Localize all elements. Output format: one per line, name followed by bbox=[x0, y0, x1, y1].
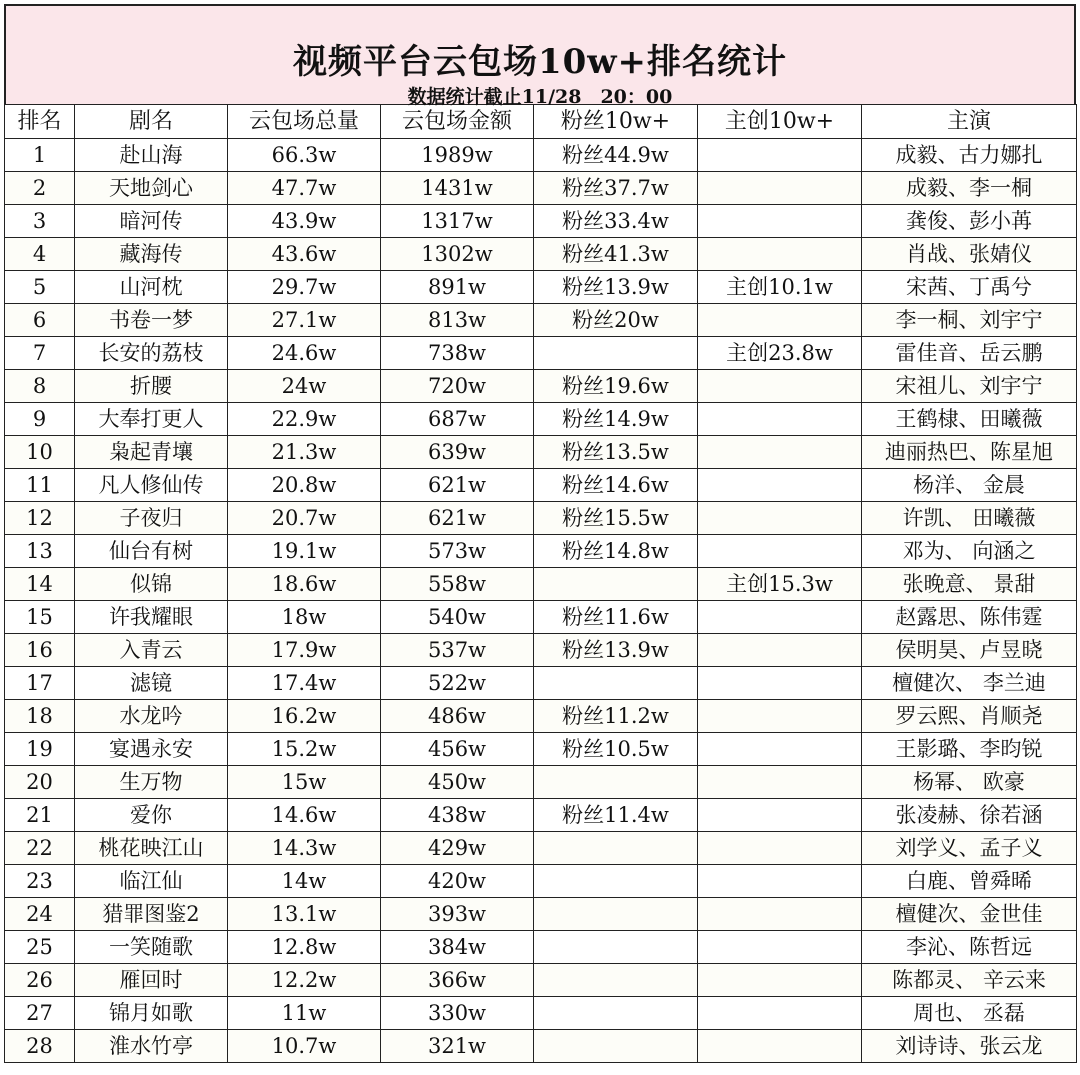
cast-cell: 刘学义、孟子义 bbox=[862, 832, 1077, 865]
cast-cell: 龚俊、彭小苒 bbox=[862, 205, 1077, 238]
title-cell: 藏海传 bbox=[75, 238, 228, 271]
cast-cell: 张晚意、 景甜 bbox=[862, 568, 1077, 601]
fans-cell bbox=[534, 898, 698, 931]
creator-cell bbox=[698, 172, 862, 205]
cast-cell: 檀健次、金世佳 bbox=[862, 898, 1077, 931]
fans-cell: 粉丝10.5w bbox=[534, 733, 698, 766]
table-row bbox=[5, 205, 1077, 238]
fans-cell bbox=[534, 1030, 698, 1063]
cast-cell: 迪丽热巴、陈星旭 bbox=[862, 436, 1077, 469]
creator-cell bbox=[698, 766, 862, 799]
fans-cell: 粉丝20w bbox=[534, 304, 698, 337]
table-row bbox=[5, 832, 1077, 865]
amount-cell: 537w bbox=[381, 634, 534, 667]
fans-cell bbox=[534, 832, 698, 865]
amount-cell: 687w bbox=[381, 403, 534, 436]
amount-cell: 738w bbox=[381, 337, 534, 370]
rank-cell: 28 bbox=[5, 1030, 75, 1063]
cast-cell: 成毅、古力娜扎 bbox=[862, 139, 1077, 172]
table-row bbox=[5, 139, 1077, 172]
table-row bbox=[5, 172, 1077, 205]
col-creator-header: 主创10w+ bbox=[698, 105, 862, 139]
total-cell: 43.9w bbox=[228, 205, 381, 238]
sheet-title: 视频平台云包场10w+排名统计 bbox=[292, 42, 788, 82]
amount-cell: 384w bbox=[381, 931, 534, 964]
rank-cell: 10 bbox=[5, 436, 75, 469]
table-row bbox=[5, 271, 1077, 304]
rank-cell: 4 bbox=[5, 238, 75, 271]
rank-cell: 7 bbox=[5, 337, 75, 370]
amount-cell: 366w bbox=[381, 964, 534, 997]
rank-cell: 9 bbox=[5, 403, 75, 436]
table-row bbox=[5, 238, 1077, 271]
rank-cell: 3 bbox=[5, 205, 75, 238]
title-cell: 大奉打更人 bbox=[75, 403, 228, 436]
rank-cell: 18 bbox=[5, 700, 75, 733]
rank-cell: 25 bbox=[5, 931, 75, 964]
title-cell: 折腰 bbox=[75, 370, 228, 403]
title-cell: 宴遇永安 bbox=[75, 733, 228, 766]
title-cell: 临江仙 bbox=[75, 865, 228, 898]
title-cell: 水龙吟 bbox=[75, 700, 228, 733]
rank-cell: 14 bbox=[5, 568, 75, 601]
title-cell: 锦月如歌 bbox=[75, 997, 228, 1030]
table-row bbox=[5, 502, 1077, 535]
rank-cell: 6 bbox=[5, 304, 75, 337]
table-body bbox=[5, 139, 1077, 1063]
total-cell: 15w bbox=[228, 766, 381, 799]
total-cell: 14w bbox=[228, 865, 381, 898]
creator-cell bbox=[698, 865, 862, 898]
title-cell: 凡人修仙传 bbox=[75, 469, 228, 502]
title-cell: 枭起青壤 bbox=[75, 436, 228, 469]
fans-cell: 粉丝14.6w bbox=[534, 469, 698, 502]
title-cell: 天地剑心 bbox=[75, 172, 228, 205]
creator-cell bbox=[698, 667, 862, 700]
amount-cell: 540w bbox=[381, 601, 534, 634]
rank-cell: 1 bbox=[5, 139, 75, 172]
col-rank-header: 排名 bbox=[5, 105, 75, 139]
title-cell: 书卷一梦 bbox=[75, 304, 228, 337]
col-cast-header: 主演 bbox=[862, 105, 1077, 139]
amount-cell: 420w bbox=[381, 865, 534, 898]
rank-cell: 16 bbox=[5, 634, 75, 667]
table-row bbox=[5, 304, 1077, 337]
table-row bbox=[5, 1030, 1077, 1063]
table-row bbox=[5, 469, 1077, 502]
total-cell: 17.4w bbox=[228, 667, 381, 700]
total-cell: 20.7w bbox=[228, 502, 381, 535]
table-row bbox=[5, 634, 1077, 667]
amount-cell: 330w bbox=[381, 997, 534, 1030]
creator-cell bbox=[698, 535, 862, 568]
col-total-header: 云包场总量 bbox=[228, 105, 381, 139]
title-cell: 长安的荔枝 bbox=[75, 337, 228, 370]
amount-cell: 456w bbox=[381, 733, 534, 766]
creator-cell bbox=[698, 733, 862, 766]
amount-cell: 450w bbox=[381, 766, 534, 799]
title-cell: 山河枕 bbox=[75, 271, 228, 304]
title-cell: 生万物 bbox=[75, 766, 228, 799]
total-cell: 27.1w bbox=[228, 304, 381, 337]
cast-cell: 王影璐、李昀锐 bbox=[862, 733, 1077, 766]
table-row bbox=[5, 766, 1077, 799]
rank-cell: 24 bbox=[5, 898, 75, 931]
amount-cell: 321w bbox=[381, 1030, 534, 1063]
cast-cell: 李沁、陈哲远 bbox=[862, 931, 1077, 964]
creator-cell bbox=[698, 997, 862, 1030]
fans-cell bbox=[534, 964, 698, 997]
creator-cell bbox=[698, 700, 862, 733]
cast-cell: 许凯、 田曦薇 bbox=[862, 502, 1077, 535]
rank-cell: 5 bbox=[5, 271, 75, 304]
fans-cell: 粉丝44.9w bbox=[534, 139, 698, 172]
cast-cell: 肖战、张婧仪 bbox=[862, 238, 1077, 271]
creator-cell bbox=[698, 469, 862, 502]
total-cell: 18.6w bbox=[228, 568, 381, 601]
cast-cell: 李一桐、刘宇宁 bbox=[862, 304, 1077, 337]
cast-cell: 邓为、 向涵之 bbox=[862, 535, 1077, 568]
cast-cell: 雷佳音、岳云鹏 bbox=[862, 337, 1077, 370]
title-banner bbox=[4, 4, 1076, 108]
table-row bbox=[5, 568, 1077, 601]
creator-cell bbox=[698, 304, 862, 337]
title-cell: 暗河传 bbox=[75, 205, 228, 238]
rank-cell: 12 bbox=[5, 502, 75, 535]
rank-cell: 22 bbox=[5, 832, 75, 865]
col-amount-header: 云包场金额 bbox=[381, 105, 534, 139]
fans-cell bbox=[534, 931, 698, 964]
table-row bbox=[5, 931, 1077, 964]
table-row bbox=[5, 898, 1077, 931]
table-row bbox=[5, 865, 1077, 898]
fans-cell: 粉丝15.5w bbox=[534, 502, 698, 535]
cast-cell: 罗云熙、肖顺尧 bbox=[862, 700, 1077, 733]
total-cell: 14.6w bbox=[228, 799, 381, 832]
amount-cell: 1989w bbox=[381, 139, 534, 172]
fans-cell: 粉丝14.9w bbox=[534, 403, 698, 436]
ranking-table bbox=[4, 104, 1077, 1063]
fans-cell: 粉丝13.9w bbox=[534, 271, 698, 304]
title-cell: 一笑随歌 bbox=[75, 931, 228, 964]
fans-cell: 粉丝11.4w bbox=[534, 799, 698, 832]
amount-cell: 486w bbox=[381, 700, 534, 733]
amount-cell: 558w bbox=[381, 568, 534, 601]
total-cell: 29.7w bbox=[228, 271, 381, 304]
cast-cell: 陈都灵、 辛云来 bbox=[862, 964, 1077, 997]
col-fans-header: 粉丝10w+ bbox=[534, 105, 698, 139]
creator-cell bbox=[698, 799, 862, 832]
amount-cell: 720w bbox=[381, 370, 534, 403]
cast-cell: 白鹿、曾舜晞 bbox=[862, 865, 1077, 898]
total-cell: 21.3w bbox=[228, 436, 381, 469]
creator-cell bbox=[698, 370, 862, 403]
fans-cell: 粉丝11.2w bbox=[534, 700, 698, 733]
cast-cell: 赵露思、陈伟霆 bbox=[862, 601, 1077, 634]
rank-cell: 8 bbox=[5, 370, 75, 403]
ranking-sheet bbox=[4, 4, 1076, 1063]
creator-cell: 主创23.8w bbox=[698, 337, 862, 370]
total-cell: 22.9w bbox=[228, 403, 381, 436]
creator-cell bbox=[698, 898, 862, 931]
fans-cell bbox=[534, 568, 698, 601]
creator-cell bbox=[698, 403, 862, 436]
creator-cell bbox=[698, 964, 862, 997]
fans-cell bbox=[534, 997, 698, 1030]
amount-cell: 393w bbox=[381, 898, 534, 931]
title-cell: 入青云 bbox=[75, 634, 228, 667]
creator-cell: 主创10.1w bbox=[698, 271, 862, 304]
cast-cell: 周也、 丞磊 bbox=[862, 997, 1077, 1030]
fans-cell: 粉丝33.4w bbox=[534, 205, 698, 238]
header-row bbox=[5, 105, 1077, 139]
fans-cell bbox=[534, 667, 698, 700]
total-cell: 13.1w bbox=[228, 898, 381, 931]
fans-cell bbox=[534, 766, 698, 799]
total-cell: 47.7w bbox=[228, 172, 381, 205]
table-row bbox=[5, 403, 1077, 436]
creator-cell: 主创15.3w bbox=[698, 568, 862, 601]
amount-cell: 573w bbox=[381, 535, 534, 568]
col-title-header: 剧名 bbox=[75, 105, 228, 139]
amount-cell: 1431w bbox=[381, 172, 534, 205]
table-row bbox=[5, 997, 1077, 1030]
table-row bbox=[5, 601, 1077, 634]
fans-cell: 粉丝41.3w bbox=[534, 238, 698, 271]
creator-cell bbox=[698, 238, 862, 271]
cast-cell: 张凌赫、徐若涵 bbox=[862, 799, 1077, 832]
cast-cell: 王鹤棣、田曦薇 bbox=[862, 403, 1077, 436]
amount-cell: 621w bbox=[381, 469, 534, 502]
title-cell: 许我耀眼 bbox=[75, 601, 228, 634]
cast-cell: 宋祖儿、刘宇宁 bbox=[862, 370, 1077, 403]
table-row bbox=[5, 733, 1077, 766]
creator-cell bbox=[698, 139, 862, 172]
total-cell: 20.8w bbox=[228, 469, 381, 502]
title-cell: 子夜归 bbox=[75, 502, 228, 535]
creator-cell bbox=[698, 931, 862, 964]
rank-cell: 26 bbox=[5, 964, 75, 997]
amount-cell: 813w bbox=[381, 304, 534, 337]
cast-cell: 杨幂、 欧豪 bbox=[862, 766, 1077, 799]
table-row bbox=[5, 799, 1077, 832]
creator-cell bbox=[698, 205, 862, 238]
total-cell: 17.9w bbox=[228, 634, 381, 667]
rank-cell: 27 bbox=[5, 997, 75, 1030]
total-cell: 66.3w bbox=[228, 139, 381, 172]
fans-cell: 粉丝19.6w bbox=[534, 370, 698, 403]
title-cell: 桃花映江山 bbox=[75, 832, 228, 865]
cast-cell: 檀健次、 李兰迪 bbox=[862, 667, 1077, 700]
fans-cell: 粉丝11.6w bbox=[534, 601, 698, 634]
amount-cell: 621w bbox=[381, 502, 534, 535]
cast-cell: 宋茜、丁禹兮 bbox=[862, 271, 1077, 304]
cast-cell: 成毅、李一桐 bbox=[862, 172, 1077, 205]
rank-cell: 11 bbox=[5, 469, 75, 502]
cast-cell: 杨洋、 金晨 bbox=[862, 469, 1077, 502]
total-cell: 24w bbox=[228, 370, 381, 403]
rank-cell: 2 bbox=[5, 172, 75, 205]
sheet-subtitle: 数据统计截止11/28 20：00 bbox=[407, 86, 673, 108]
amount-cell: 438w bbox=[381, 799, 534, 832]
creator-cell bbox=[698, 436, 862, 469]
creator-cell bbox=[698, 634, 862, 667]
amount-cell: 639w bbox=[381, 436, 534, 469]
total-cell: 12.2w bbox=[228, 964, 381, 997]
title-cell: 似锦 bbox=[75, 568, 228, 601]
amount-cell: 1302w bbox=[381, 238, 534, 271]
amount-cell: 891w bbox=[381, 271, 534, 304]
rank-cell: 13 bbox=[5, 535, 75, 568]
amount-cell: 429w bbox=[381, 832, 534, 865]
creator-cell bbox=[698, 601, 862, 634]
title-cell: 仙台有树 bbox=[75, 535, 228, 568]
rank-cell: 17 bbox=[5, 667, 75, 700]
amount-cell: 1317w bbox=[381, 205, 534, 238]
table-row bbox=[5, 337, 1077, 370]
cast-cell: 刘诗诗、张云龙 bbox=[862, 1030, 1077, 1063]
total-cell: 16.2w bbox=[228, 700, 381, 733]
total-cell: 14.3w bbox=[228, 832, 381, 865]
title-cell: 滤镜 bbox=[75, 667, 228, 700]
fans-cell: 粉丝13.9w bbox=[534, 634, 698, 667]
creator-cell bbox=[698, 832, 862, 865]
rank-cell: 15 bbox=[5, 601, 75, 634]
total-cell: 15.2w bbox=[228, 733, 381, 766]
rank-cell: 21 bbox=[5, 799, 75, 832]
cast-cell: 侯明昊、卢昱晓 bbox=[862, 634, 1077, 667]
creator-cell bbox=[698, 502, 862, 535]
table-row bbox=[5, 667, 1077, 700]
amount-cell: 522w bbox=[381, 667, 534, 700]
fans-cell: 粉丝13.5w bbox=[534, 436, 698, 469]
title-cell: 雁回时 bbox=[75, 964, 228, 997]
total-cell: 12.8w bbox=[228, 931, 381, 964]
title-cell: 爱你 bbox=[75, 799, 228, 832]
table-row bbox=[5, 535, 1077, 568]
fans-cell bbox=[534, 865, 698, 898]
table-row bbox=[5, 370, 1077, 403]
fans-cell: 粉丝37.7w bbox=[534, 172, 698, 205]
creator-cell bbox=[698, 1030, 862, 1063]
total-cell: 10.7w bbox=[228, 1030, 381, 1063]
total-cell: 18w bbox=[228, 601, 381, 634]
rank-cell: 19 bbox=[5, 733, 75, 766]
title-cell: 赴山海 bbox=[75, 139, 228, 172]
total-cell: 19.1w bbox=[228, 535, 381, 568]
title-cell: 淮水竹亭 bbox=[75, 1030, 228, 1063]
total-cell: 24.6w bbox=[228, 337, 381, 370]
rank-cell: 20 bbox=[5, 766, 75, 799]
table-row bbox=[5, 436, 1077, 469]
title-cell: 猎罪图鉴2 bbox=[75, 898, 228, 931]
table-row bbox=[5, 700, 1077, 733]
fans-cell bbox=[534, 337, 698, 370]
table-row bbox=[5, 964, 1077, 997]
fans-cell: 粉丝14.8w bbox=[534, 535, 698, 568]
rank-cell: 23 bbox=[5, 865, 75, 898]
total-cell: 11w bbox=[228, 997, 381, 1030]
total-cell: 43.6w bbox=[228, 238, 381, 271]
